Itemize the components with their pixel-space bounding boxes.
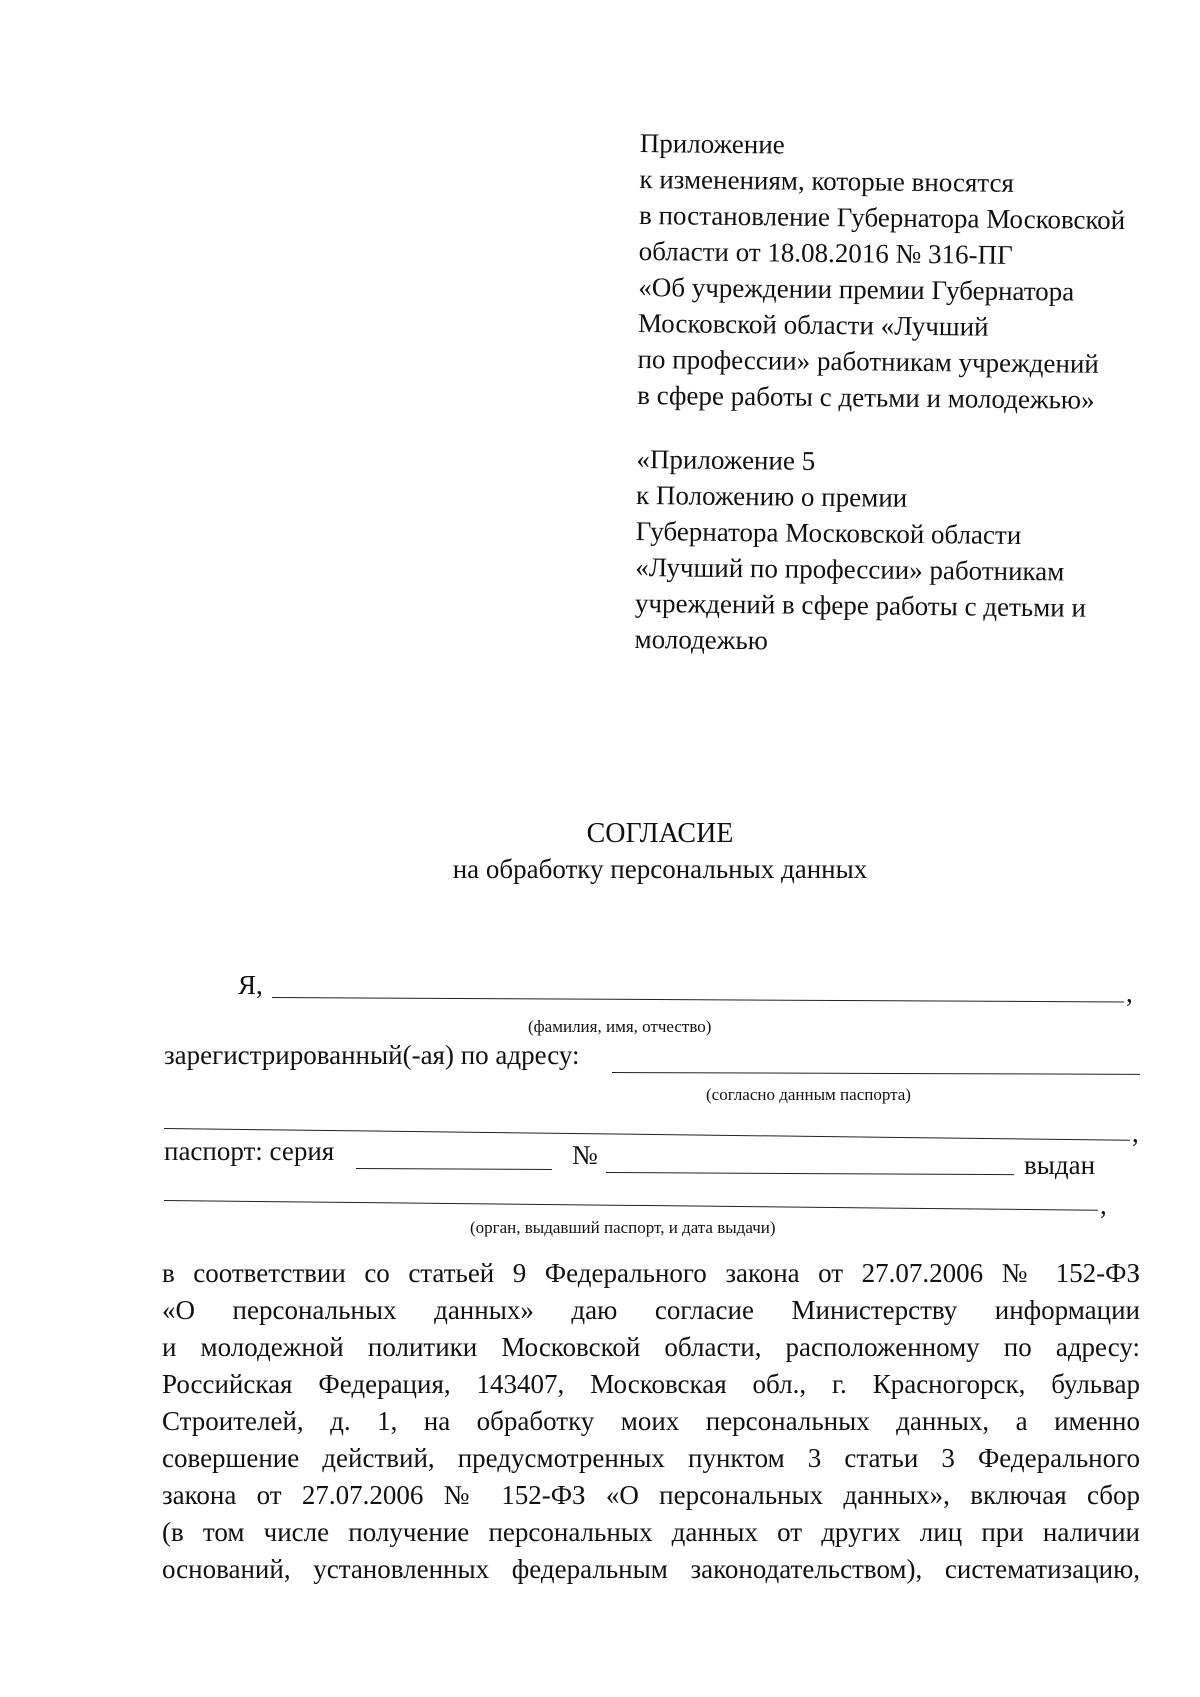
appendix-line: к изменениям, которые вносятся <box>639 163 1015 198</box>
issuer-line[interactable] <box>164 1200 1098 1211</box>
appendix-line: Московской области «Лучший <box>637 307 989 342</box>
paragraph-line: в соответствии со статьей 9 Федерального закона от 27.07.2006 № 152-ФЗ <box>162 1258 1140 1288</box>
appendix-line: по профессии» работникам учреждений <box>637 343 1099 379</box>
appendix-5-line: Губернатора Московской области <box>635 515 1022 551</box>
paragraph-line: (в том числе получение персональных данных от других лиц при наличии <box>162 1517 1140 1547</box>
comma: , <box>1132 1118 1139 1148</box>
document-title: СОГЛАСИЕ <box>586 818 734 849</box>
passport-series-line[interactable] <box>356 1168 552 1170</box>
address-line[interactable] <box>612 1072 1140 1075</box>
paragraph-line: и молодежной политики Московской области, расположенному по адресу: <box>162 1332 1140 1362</box>
paragraph-line: Российская Федерация, 143407, Московская обл., г. Красногорск, бульвар <box>162 1369 1140 1399</box>
appendix-5-line: молодежью <box>634 623 769 656</box>
passport-label: паспорт: серия <box>164 1136 335 1166</box>
comma: , <box>1100 1190 1107 1220</box>
appendix-line: области от 18.08.2016 № 316-ПГ <box>638 235 1013 270</box>
document-subtitle: на обработку персональных данных <box>452 854 868 884</box>
appendix-5-line: учреждений в сфере работы с детьми и <box>634 587 1087 623</box>
paragraph-line: оснований, установленных федеральным законодательством), систематизацию, <box>162 1554 1140 1584</box>
number-sign: № <box>572 1140 598 1170</box>
appendix-5-line: «Лучший по профессии» работникам <box>635 551 1065 587</box>
appendix-line: в постановление Губернатора Московской <box>638 199 1126 236</box>
appendix-line: Приложение <box>639 127 785 160</box>
paragraph-line: Строителей, д. 1, на обработку моих персональных данных, а именно <box>162 1406 1140 1436</box>
issued-label: выдан <box>1024 1150 1096 1180</box>
registered-label: зарегистрированный(-ая) по адресу: <box>164 1040 580 1070</box>
paragraph-line: закона от 27.07.2006 № 152-ФЗ «О персональных данных», включая сбор <box>162 1480 1140 1510</box>
fio-caption: (фамилия, имя, отчество) <box>528 1017 712 1036</box>
passport-number-line[interactable] <box>606 1172 1014 1175</box>
appendix-header <box>634 125 1180 663</box>
passport-data-caption: (согласно данным паспорта) <box>706 1085 911 1104</box>
appendix-5-line: «Приложение 5 <box>636 443 816 476</box>
fio-line[interactable] <box>272 997 1124 1002</box>
issuer-caption: (орган, выдавший паспорт, и дата выдачи) <box>470 1218 776 1237</box>
consent-paragraph <box>162 1255 1140 1588</box>
paragraph-line: «О персональных данных» даю согласие Министерству информации <box>162 1295 1140 1325</box>
comma: , <box>1126 978 1133 1008</box>
appendix-5-line: к Положению о премии <box>635 479 908 513</box>
appendix-line: «Об учреждении премии Губернатора <box>638 271 1075 307</box>
appendix-line: в сфере работы с детьми и молодежью» <box>637 379 1095 415</box>
appendix-5-header <box>634 441 1176 663</box>
paragraph-line: совершение действий, предусмотренных пунктом 3 статьи 3 Федерального <box>162 1443 1140 1473</box>
i-label: Я, <box>238 970 263 1000</box>
